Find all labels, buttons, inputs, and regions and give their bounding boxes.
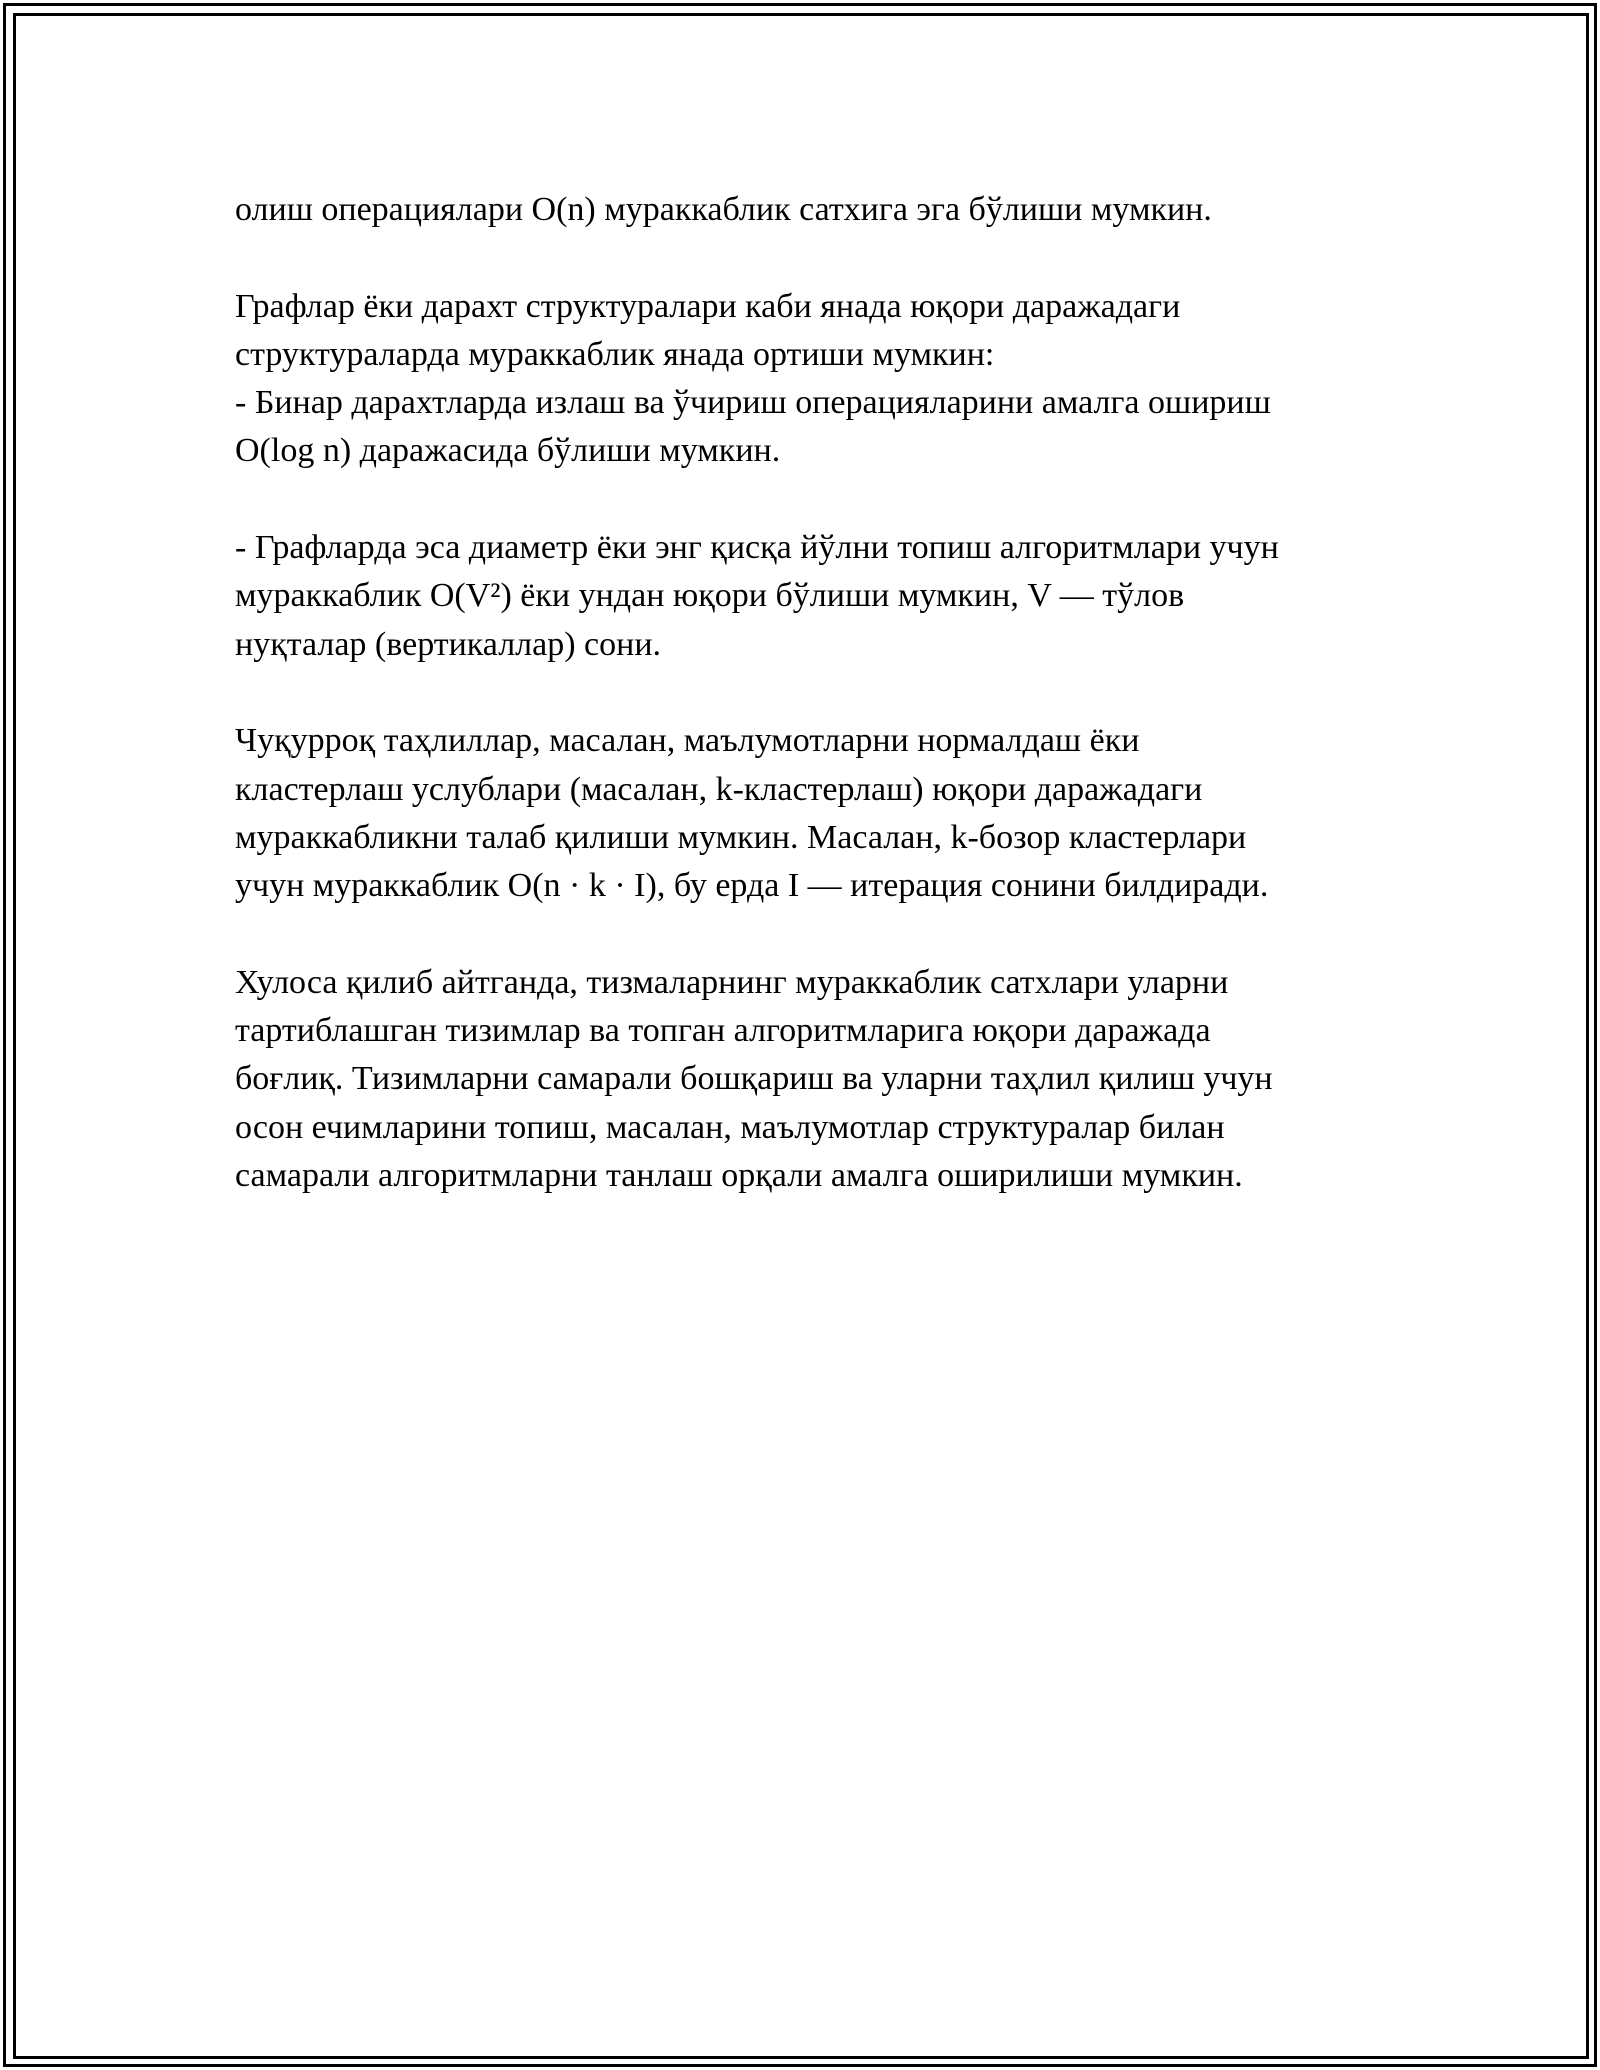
paragraph-gap — [235, 476, 1415, 524]
paragraph-5 — [235, 959, 1415, 1200]
document-body — [235, 186, 1415, 1200]
text-line: мураккаблик O(V²) ёки ундан юқори бўлиши мумкин, V — тўлов — [235, 577, 1185, 615]
text-line: O(log n) даражасида бўлиши мумкин. — [235, 432, 781, 470]
paragraph-1 — [235, 186, 1415, 234]
paragraph-gap — [235, 910, 1415, 958]
text-line: кластерлаш услублари (масалан, k-кластерлаш) юқори даражадаги — [235, 770, 1203, 808]
text-line: Хулоса қилиб айтганда, тизмаларнинг мураккаблик сатхлари уларни — [235, 963, 1229, 1001]
text-line: структураларда мураккаблик янада ортиши мумкин: — [235, 335, 995, 373]
text-line: самарали алгоритмларни танлаш орқали амалга оширилиши мумкин. — [235, 1156, 1243, 1194]
text-line: олиш операциялари O(n) мураккаблик сатхига эга бўлиши мумкин. — [235, 191, 1212, 228]
text-line: учун мураккаблик O(n · k · I), бу ерда I — итерация сонини билдиради. — [235, 867, 1269, 905]
text-line: Чуқурроқ таҳлиллар, масалан, маълумотларни нормалдаш ёки — [235, 722, 1140, 760]
paragraph-4 — [235, 717, 1415, 910]
text-line: мураккабликни талаб қилиши мумкин. Масалан, k-бозор кластерлари — [235, 818, 1247, 856]
text-line: - Графларда эса диаметр ёки энг қисқа йўлни топиш алгоритмлари учун — [235, 529, 1279, 567]
text-line: нуқталар (вертикаллар) сони. — [235, 625, 662, 663]
paragraph-gap — [235, 669, 1415, 717]
text-line: боғлиқ. Тизимларни самарали бошқариш ва уларни таҳлил қилиш учун — [235, 1060, 1273, 1098]
paragraph-3 — [235, 524, 1415, 669]
text-line: тартиблашган тизимлар ва топган алгоритмларига юқори даражада — [235, 1012, 1211, 1050]
paragraph-2 — [235, 283, 1415, 476]
text-line: Графлар ёки дарахт структуралари каби янада юқори даражадаги — [235, 287, 1181, 325]
text-line: осон ечимларини топиш, масалан, маълумотлар структуралар билан — [235, 1108, 1225, 1146]
paragraph-gap — [235, 234, 1415, 282]
text-line: - Бинар дарахтларда излаш ва ўчириш операцияларини амалга ошириш — [235, 384, 1271, 422]
